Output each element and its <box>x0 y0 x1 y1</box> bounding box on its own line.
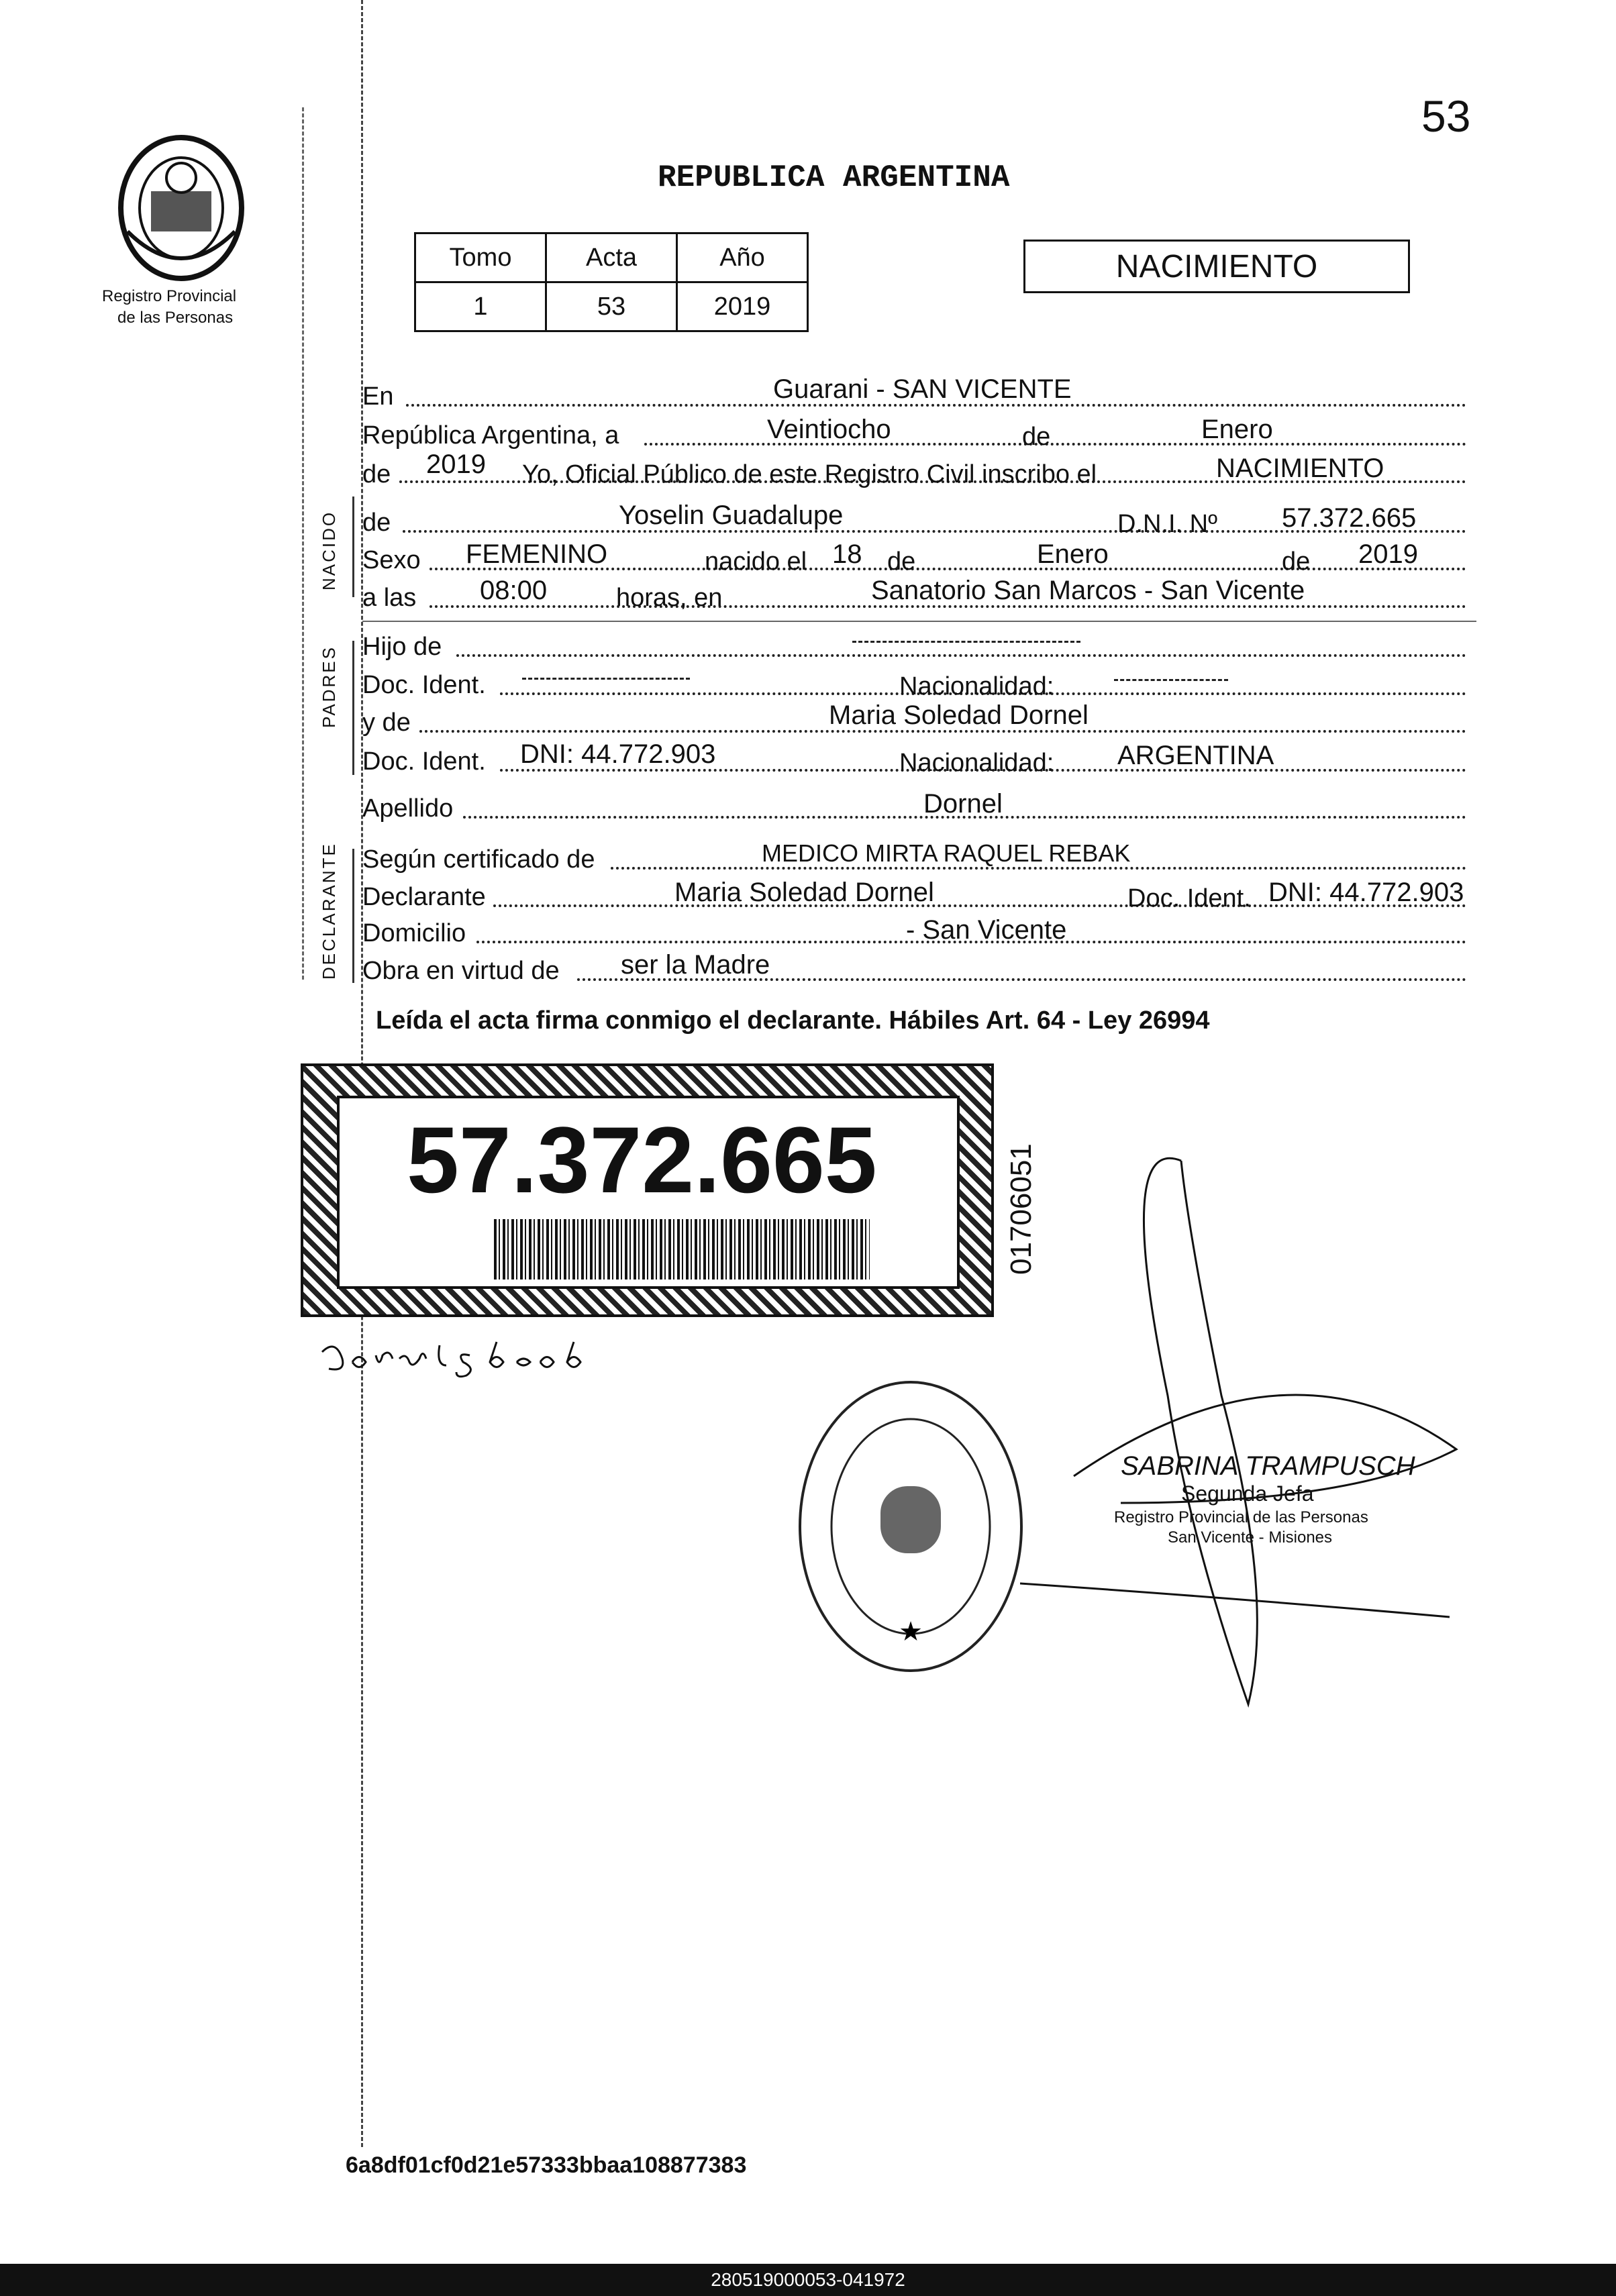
ref-header-anio: Año <box>677 233 808 282</box>
blank-dash <box>852 641 1080 643</box>
hora-value: 08:00 <box>480 576 548 605</box>
dom-value: - San Vicente <box>906 915 1067 945</box>
margin-line-left <box>302 107 304 980</box>
svg-text:★: ★ <box>899 1616 923 1647</box>
official-place: San Vicente - Misiones <box>1168 1528 1333 1547</box>
nacido-label: nacido el <box>705 547 807 576</box>
nacido-de-label: de <box>887 547 916 576</box>
doc1-label: Doc. Ident. <box>362 671 486 699</box>
barcode <box>494 1219 870 1280</box>
nacido-dia: 18 <box>832 539 862 569</box>
sexo-value: FEMENINO <box>466 539 608 569</box>
official-name: SABRINA TRAMPUSCH <box>1121 1451 1415 1481</box>
logo-caption-line1: Registro Provincial <box>102 287 237 305</box>
nacido-anio: 2019 <box>1358 539 1418 569</box>
de-label: de <box>1022 423 1051 451</box>
doc2-value: DNI: 44.772.903 <box>520 739 716 769</box>
dom-label: Domicilio <box>362 919 466 947</box>
document-hash: 6a8df01cf0d21e57333bbaa108877383 <box>346 2152 747 2178</box>
padres-bracket <box>352 641 354 775</box>
ref-table <box>414 232 809 332</box>
logo-caption-line2: de las Personas <box>117 309 234 327</box>
province-seal-logo <box>114 131 248 285</box>
rep-label: República Argentina, a <box>362 421 619 450</box>
hora-label: a las <box>362 584 417 612</box>
decl-doc-label: Doc. Ident. <box>1127 884 1251 912</box>
inscribo-label: Yo, Oficial Público de este Registro Civil inscribo el <box>522 460 1097 488</box>
doc-type-label: NACIMIENTO <box>1115 248 1318 284</box>
id-sticker <box>301 1063 994 1317</box>
nac2-value: ARGENTINA <box>1117 741 1274 770</box>
decl-value: Maria Soledad Dornel <box>674 878 934 907</box>
page-title: REPUBLICA ARGENTINA <box>658 160 1010 195</box>
dots <box>456 654 1466 657</box>
blank-dash <box>522 678 690 680</box>
dots <box>611 867 1466 870</box>
decl-doc-value: DNI: 44.772.903 <box>1268 878 1464 907</box>
madre-value: Maria Soledad Dornel <box>829 700 1089 730</box>
official-signature <box>1020 1127 1476 1731</box>
horas-label: horas, en <box>616 584 723 612</box>
en-label: En <box>362 382 394 411</box>
sexo-label: Sexo <box>362 546 421 574</box>
closing-statement: Leída el acta firma conmigo el declarante. Hábiles Art. 64 - Ley 26994 <box>376 1006 1210 1035</box>
nacido-de2-label: de <box>1282 547 1311 576</box>
page-number: 53 <box>1421 91 1471 141</box>
en-value: Guarani - SAN VICENTE <box>773 374 1072 404</box>
ref-header-acta: Acta <box>546 233 677 282</box>
dots <box>406 404 1466 407</box>
decl-label: Declarante <box>362 883 486 911</box>
side-label-padres: PADRES <box>319 645 339 728</box>
nac1-label: Nacionalidad: <box>899 672 1054 700</box>
nac2-label: Nacionalidad: <box>899 749 1054 777</box>
blank-dash <box>1114 679 1228 681</box>
sticker-side-code: 01706051 <box>1005 1143 1038 1275</box>
sticker-number: 57.372.665 <box>407 1107 877 1212</box>
footer-bar <box>0 2264 1616 2296</box>
official-role: Segunda Jefa <box>1181 1481 1314 1506</box>
side-label-nacido: NACIDO <box>319 510 339 590</box>
apellido-value: Dornel <box>923 789 1003 819</box>
ref-value-tomo: 1 <box>415 282 546 331</box>
side-label-declarante: DECLARANTE <box>319 842 339 980</box>
lugar-value: Sanatorio San Marcos - San Vicente <box>871 576 1305 605</box>
yde-label: y de <box>362 709 411 737</box>
ref-header-tomo: Tomo <box>415 233 546 282</box>
apellido-label: Apellido <box>362 794 454 823</box>
declarante-bracket <box>352 849 354 983</box>
dni-value: 57.372.665 <box>1282 503 1417 533</box>
inscribo-value: NACIMIENTO <box>1216 454 1384 483</box>
ref-value-anio: 2019 <box>677 282 808 331</box>
nombre-value: Yoselin Guadalupe <box>619 501 844 530</box>
anio-prefix: de <box>362 460 391 488</box>
declarant-signature <box>315 1332 597 1386</box>
nacido-bracket <box>352 497 354 597</box>
dots <box>430 605 1466 608</box>
nacido-mes: Enero <box>1037 539 1109 569</box>
section-divider <box>362 621 1476 622</box>
doc2-label: Doc. Ident. <box>362 747 486 776</box>
cert-label: Según certificado de <box>362 845 595 874</box>
doc-type-box <box>1023 240 1410 293</box>
dni-label: D.N.I. Nº <box>1117 510 1217 538</box>
mes-value: Enero <box>1201 415 1273 444</box>
obra-value: ser la Madre <box>621 950 770 980</box>
anio-value: 2019 <box>426 450 486 479</box>
sticker-inner <box>337 1096 960 1289</box>
hijo-label: Hijo de <box>362 633 442 661</box>
nombre-label: de <box>362 509 391 537</box>
dia-value: Veintiocho <box>767 415 891 444</box>
obra-label: Obra en virtud de <box>362 957 560 985</box>
official-office: Registro Provincial de las Personas <box>1114 1508 1368 1526</box>
dots <box>419 730 1466 733</box>
registry-stamp <box>795 1375 1027 1677</box>
ref-value-acta: 53 <box>546 282 677 331</box>
cert-value: MEDICO MIRTA RAQUEL REBAK <box>762 839 1131 867</box>
footer-code: 280519000053-041972 <box>711 2269 905 2290</box>
